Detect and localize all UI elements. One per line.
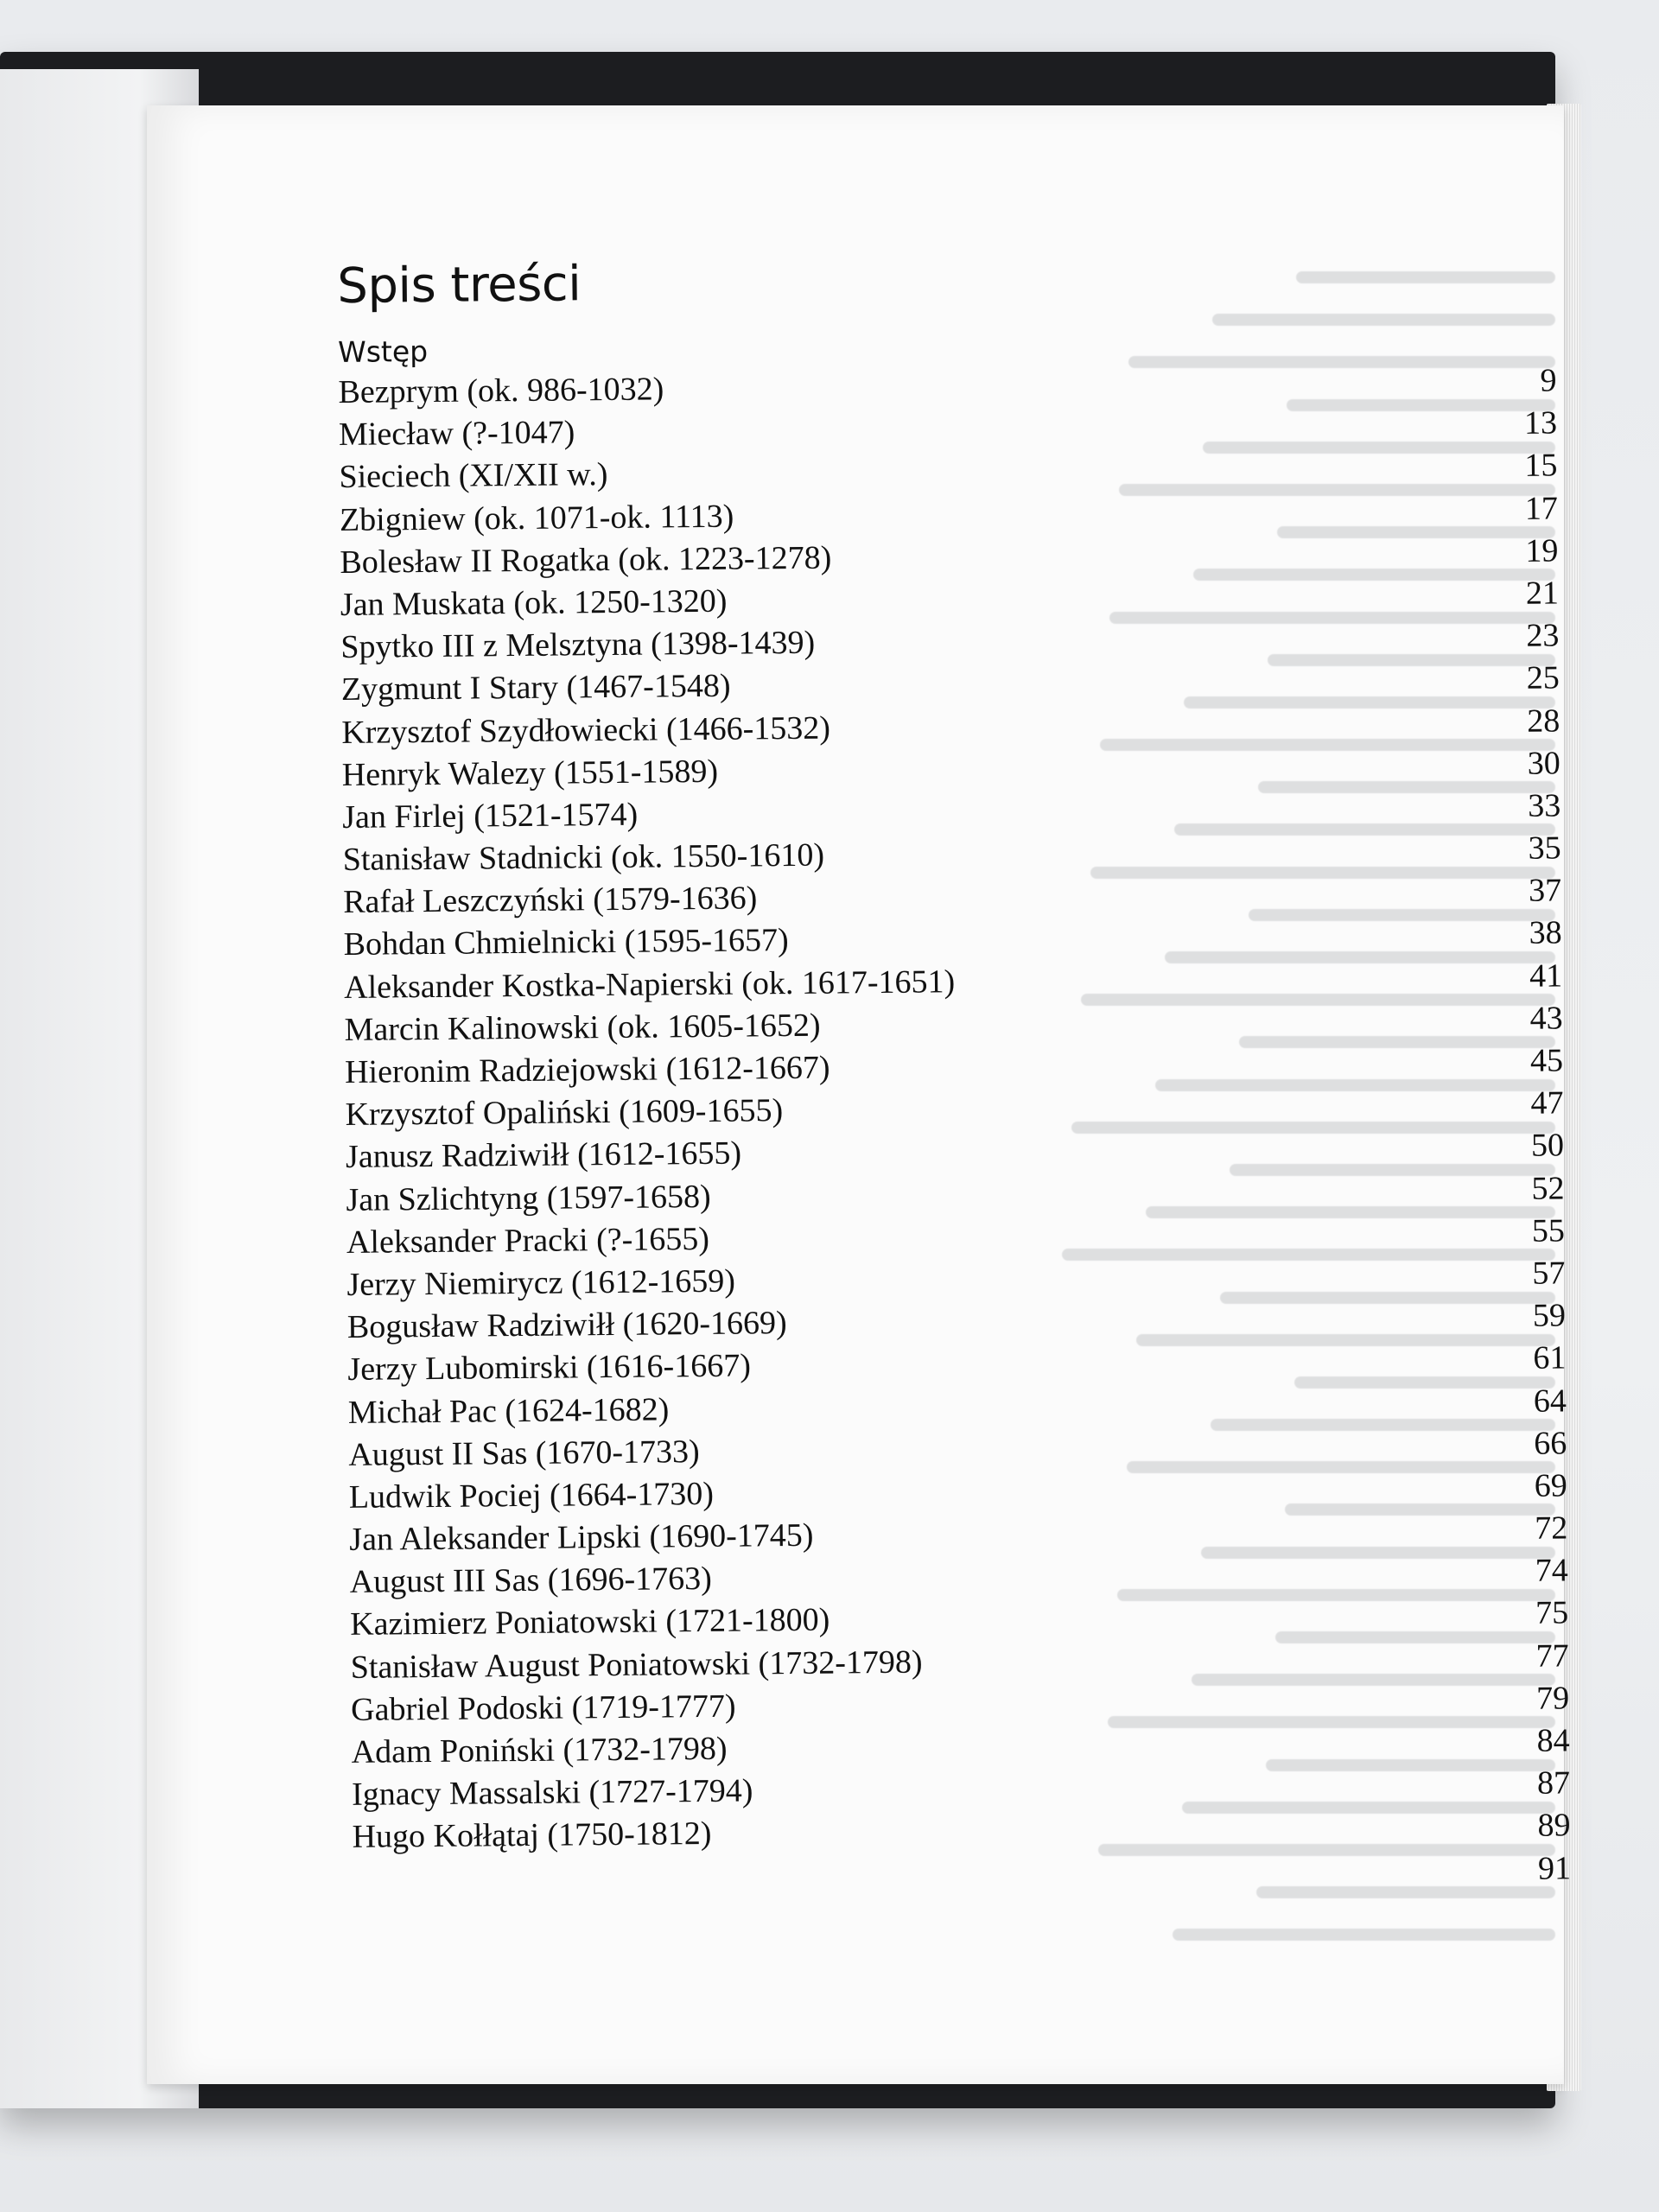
toc-entry-title: Ludwik Pociej (1664-1730): [348, 1475, 715, 1516]
toc-entry-title: Miecław (?-1047): [338, 414, 575, 454]
toc-entry-page: 45: [1529, 1042, 1564, 1079]
toc-entry-title: August II Sas (1670-1733): [348, 1433, 700, 1473]
toc-entry-page: 30: [1527, 745, 1560, 782]
toc-entry-page: 37: [1528, 872, 1562, 910]
toc-entry-title: Stanisław August Poniatowski (1732-1798): [350, 1643, 923, 1686]
toc-entry-title: August III Sas (1696-1763): [349, 1560, 712, 1601]
toc-entry-page: 79: [1535, 1680, 1570, 1717]
toc-intro-entry: Wstęp: [337, 334, 429, 369]
toc-entry-title: Jan Muskata (ok. 1250-1320): [340, 582, 728, 623]
toc-entry-page: 59: [1532, 1297, 1567, 1334]
toc-entry-page: 23: [1526, 617, 1560, 654]
toc-entry-page: 15: [1524, 447, 1558, 485]
toc-entry-title: Bolesław II Rogatka (ok. 1223-1278): [340, 539, 832, 581]
toc-entry-page: 33: [1528, 787, 1561, 824]
toc-entry-page: 75: [1535, 1594, 1569, 1632]
toc-entry-title: Zygmunt I Stary (1467-1548): [340, 667, 731, 709]
toc-entry-title: Sieciech (XI/XII w.): [339, 456, 608, 496]
toc-entry-title: Kazimierz Poniatowski (1721-1800): [350, 1602, 830, 1643]
toc-entry-page: 25: [1526, 659, 1560, 697]
toc-entry-page: 35: [1528, 830, 1561, 867]
toc-entry-title: Zbigniew (ok. 1071-ok. 1113): [339, 498, 734, 538]
toc-entry-page: 66: [1534, 1425, 1567, 1462]
toc-entry-title: Krzysztof Opaliński (1609-1655): [345, 1092, 784, 1134]
toc-entry-page: 50: [1530, 1127, 1565, 1165]
toc-entry-page: 87: [1536, 1764, 1571, 1802]
toc-entry-page: 9: [1540, 362, 1557, 399]
table-of-contents: [337, 240, 1571, 1901]
toc-entry-title: Jerzy Niemirycz (1612-1659): [346, 1262, 736, 1303]
toc-entry-page: 72: [1535, 1510, 1568, 1547]
show-through-line: [1020, 1910, 1555, 1952]
toc-entry-title: Adam Poniński (1732-1798): [351, 1730, 728, 1770]
toc-entry-title: Rafał Leszczyński (1579-1636): [343, 880, 758, 921]
toc-entry-page: 61: [1533, 1339, 1567, 1377]
toc-entry-title: Gabriel Podoski (1719-1777): [350, 1688, 736, 1728]
toc-entry-title: Aleksander Pracki (?-1655): [346, 1220, 710, 1261]
toc-entry-title: Henryk Walezy (1551-1589): [341, 753, 719, 793]
toc-entry-page: 47: [1530, 1084, 1564, 1122]
toc-entry-title: Bezprym (ok. 986-1032): [338, 371, 664, 410]
toc-entry-page: 55: [1531, 1212, 1566, 1249]
toc-entry-title: Hugo Kołłątaj (1750-1812): [352, 1815, 712, 1856]
toc-entry-title: Jan Firlej (1521-1574): [342, 796, 639, 836]
toc-entry-page: 41: [1529, 957, 1563, 995]
toc-entry-title: Janusz Radziwiłł (1612-1655): [345, 1135, 742, 1176]
toc-entry-title: Stanisław Stadnicki (ok. 1550-1610): [342, 836, 825, 879]
book-page: [147, 105, 1572, 2084]
toc-entry-title: Jan Aleksander Lipski (1690-1745): [349, 1516, 814, 1558]
toc-entry-page: 64: [1533, 1382, 1567, 1420]
toc-entry-title: Marcin Kalinowski (ok. 1605-1652): [344, 1007, 821, 1048]
toc-entry-page: 74: [1535, 1552, 1568, 1590]
toc-entry-page: 17: [1524, 490, 1559, 527]
toc-entry-page: 43: [1529, 1000, 1563, 1037]
toc-entry-title: Hieronim Radziejowski (1612-1667): [344, 1049, 830, 1090]
toc-entry-page: 19: [1525, 532, 1559, 569]
toc-list: [338, 359, 1571, 1901]
toc-entry-page: 38: [1529, 914, 1562, 952]
toc-entry-title: Aleksander Kostka-Napierski (ok. 1617-1651): [343, 963, 956, 1006]
toc-entry-page: 84: [1536, 1722, 1570, 1759]
toc-entry-title: Spytko III z Melsztyna (1398-1439): [340, 624, 816, 666]
toc-entry-title: Krzysztof Szydłowiecki (1466-1532): [341, 709, 831, 751]
toc-entry-title: Bogusław Radziwiłł (1620-1669): [346, 1305, 787, 1346]
toc-entry-title: Michał Pac (1624-1682): [347, 1390, 670, 1431]
toc-entry-title: Ignacy Massalski (1727-1794): [351, 1772, 753, 1814]
toc-entry-title: Jan Szlichtyng (1597-1658): [346, 1178, 711, 1218]
toc-entry-page: 91: [1537, 1849, 1572, 1887]
toc-entry-page: 28: [1527, 702, 1560, 740]
toc-entry-page: 21: [1525, 575, 1560, 612]
toc-entry-title: Jerzy Lubomirski (1616-1667): [347, 1347, 752, 1389]
toc-entry-page: 13: [1523, 404, 1558, 442]
page-title: Spis treści: [337, 256, 582, 315]
toc-entry-page: 77: [1535, 1637, 1569, 1675]
toc-entry-page: 89: [1537, 1807, 1571, 1845]
toc-entry-title: Bohdan Chmielnicki (1595-1657): [343, 922, 789, 963]
toc-entry-page: 52: [1531, 1169, 1565, 1207]
toc-entry-page: 69: [1534, 1467, 1567, 1504]
toc-entry-page: 57: [1532, 1255, 1566, 1292]
